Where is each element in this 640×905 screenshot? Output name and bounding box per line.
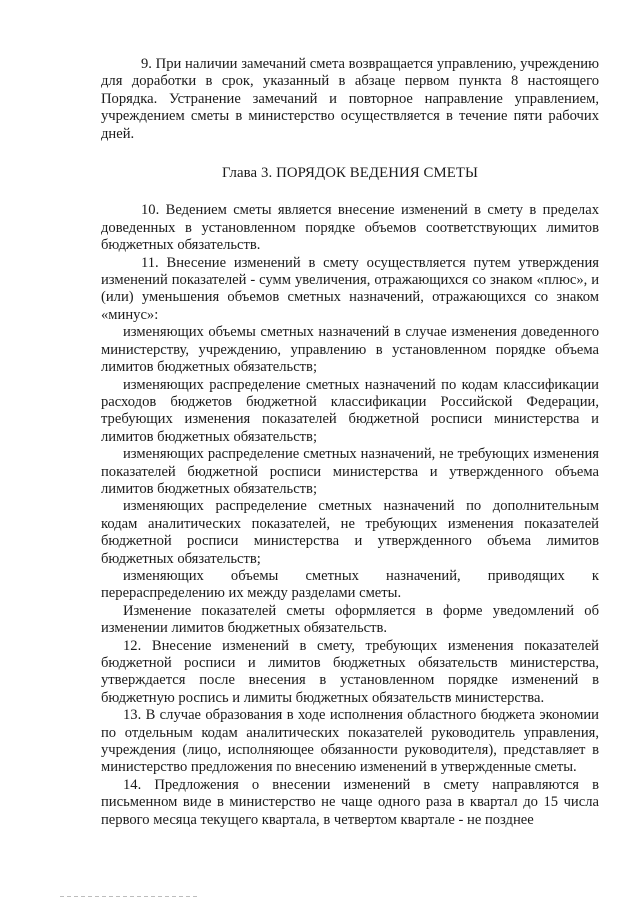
paragraph-11: 11. Внесение изменений в смету осуществляется путем утверждения изменений показателей - сумм увеличения, отражающихся со знаком «плюс», и (или) уменьшения объемов сметных назначений, отражающихся со знаком «минус»: <box>101 254 599 323</box>
paragraph-9: 9. При наличии замечаний смета возвращается управлению, учреждению для доработки в срок, указанный в абзаце первом пункта 8 настоящего Порядка. Устранение замечаний и повторное направление управлением, учреждением сметы в министерство осуществляется в течение пяти рабочих дней. <box>101 56 599 142</box>
paragraph-10: 10. Ведением сметы является внесение изменений в смету в пределах доведенных в установленном порядке объемов соответствующих лимитов бюджетных обязательств. <box>101 202 599 254</box>
chapter-heading: Глава 3. ПОРЯДОК ВЕДЕНИЯ СМЕТЫ <box>221 165 479 182</box>
paragraph-change-notice: Изменение показателей сметы оформляется в форме уведомлений об изменении лимитов бюджетных обязательств. <box>101 602 599 637</box>
list-item: изменяющих распределение сметных назначений, не требующих изменения показателей бюджетной росписи министерства и утвержденного объема лимитов бюджетных обязательств; <box>101 446 599 497</box>
paragraph-12: 12. Внесение изменений в смету, требующих изменения показателей бюджетной росписи и лимитов бюджетных обязательств министерства, утверждается после внесения в установленном порядке изменений в бюджетную роспись и лимиты бюджетных обязательств министерства. <box>101 637 599 706</box>
list-item: изменяющих объемы сметных назначений, приводящих к перераспределению их между разделами сметы. <box>101 567 599 602</box>
list-item: изменяющих распределение сметных назначений по дополнительным кодам аналитических показателей, не требующих изменения показателей бюджетной росписи министерства и утвержденного объема лимитов бюджетных обязательств; <box>101 498 599 567</box>
paragraph-13: 13. В случае образования в ходе исполнения областного бюджета экономии по отдельным кодам аналитических показателей руководитель управления, учреждения (лицо, исполняющее обязанности руководителя), представляет в министерство предложения по внесению изменений в утвержденные сметы. <box>101 707 599 776</box>
list-item: изменяющих объемы сметных назначений в случае изменения доведенного министерству, учреждению, управлению в установленном порядке объема лимитов бюджетных обязательств; <box>101 324 599 376</box>
paragraph-14: 14. Предложения о внесении изменений в смету направляются в письменном виде в министерство не чаще одного раза в квартал до 15 числа первого месяца текущего квартала, в четвертом квартале - не позднее <box>101 776 599 828</box>
scan-artifact <box>0 896 640 899</box>
document-page <box>101 56 599 829</box>
list-item: изменяющих распределение сметных назначений по кодам классификации расходов бюджетов бюджетной классификации Российской Федерации, требующих изменения показателей бюджетной росписи министерства и лимитов бюджетных обязательств; <box>101 376 599 445</box>
